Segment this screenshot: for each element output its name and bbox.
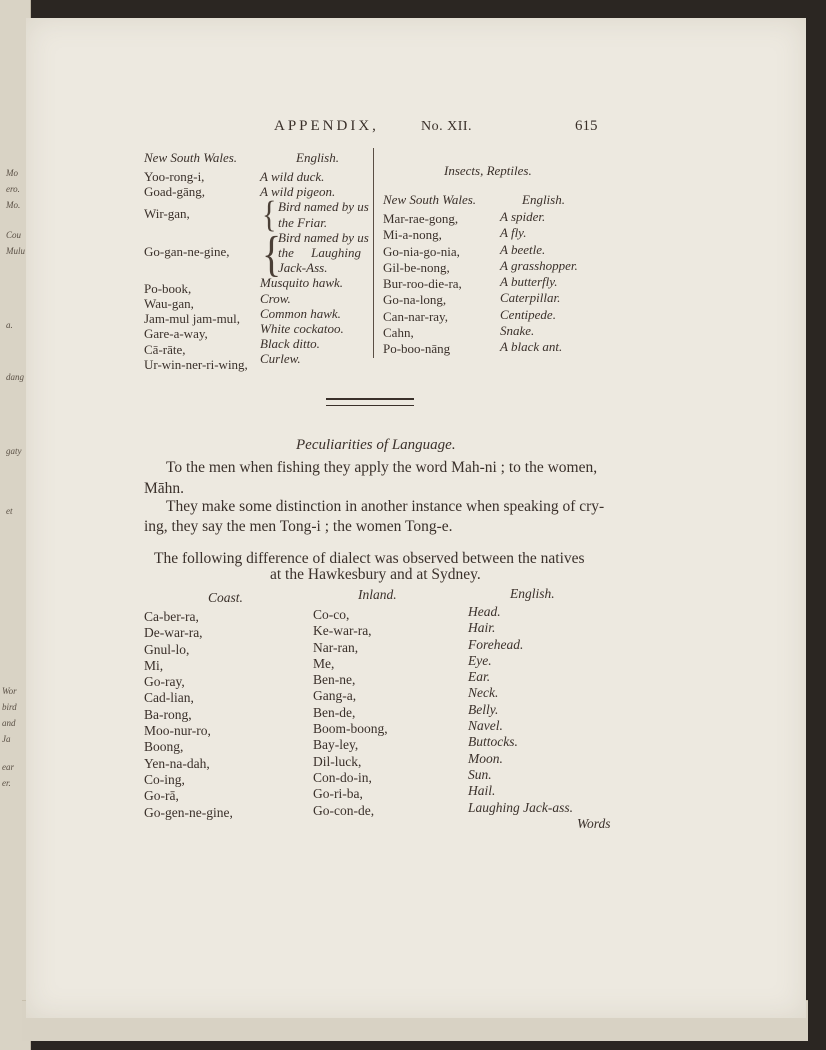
inland-word: Ke-war-ra, bbox=[313, 623, 372, 639]
coast-word: Yen-na-dah, bbox=[144, 755, 210, 771]
brace-glyph: { bbox=[262, 225, 282, 282]
coast-word: Ba-rong, bbox=[144, 706, 192, 722]
coast-word: Go-rā, bbox=[144, 788, 179, 804]
english-word: Hair. bbox=[468, 620, 496, 636]
paragraph-line: ing, they say the men Tong-i ; the women Tong-e. bbox=[144, 518, 453, 535]
english-word: Ear. bbox=[468, 669, 491, 685]
paragraph-line: at the Hawkesbury and at Sydney. bbox=[270, 566, 481, 583]
margin-fragment: bird bbox=[2, 702, 17, 712]
inland-word: Ben-ne, bbox=[313, 672, 356, 688]
column-divider bbox=[373, 148, 374, 358]
native-word: Goad-gāng, bbox=[144, 184, 206, 200]
margin-fragment: er. bbox=[2, 778, 11, 788]
inland-word: Nar-ran, bbox=[313, 639, 359, 655]
english-word: A wild duck. bbox=[260, 169, 325, 184]
section-ornament-rule bbox=[326, 398, 414, 406]
native-word: Ur-win-ner-ri-wing, bbox=[144, 356, 248, 372]
page-number: 615 bbox=[575, 118, 598, 134]
vocab-left-header-native: New South Wales. bbox=[144, 150, 238, 165]
inland-word: Boom-boong, bbox=[313, 721, 388, 737]
native-word: Go-nia-go-nia, bbox=[383, 243, 460, 259]
native-word: Wau-gan, bbox=[144, 295, 194, 311]
catchword: Words bbox=[577, 816, 611, 831]
brace-glyph: { bbox=[262, 193, 277, 235]
english-word: Common hawk. bbox=[260, 305, 341, 321]
section-heading: Peculiarities of Language. bbox=[296, 437, 456, 453]
dialect-english-column bbox=[468, 604, 573, 816]
insects-title: Insects, Reptiles. bbox=[444, 163, 532, 178]
english-word: Bird named by us bbox=[278, 229, 369, 245]
vocab-right-header-english: English. bbox=[522, 192, 565, 207]
native-word: Gil-be-nong, bbox=[383, 259, 450, 275]
english-word: Crow. bbox=[260, 290, 291, 306]
english-word: A grasshopper. bbox=[500, 257, 578, 273]
margin-fragment: Wor bbox=[2, 686, 17, 696]
english-word: A spider. bbox=[500, 209, 546, 224]
native-word: Po-boo-nāng bbox=[383, 341, 451, 357]
appendix-number: No. XII. bbox=[421, 119, 473, 134]
coast-word: Go-gen-ne-gine, bbox=[144, 804, 233, 820]
inland-word: Go-con-de, bbox=[313, 802, 375, 818]
english-word: Navel. bbox=[468, 718, 503, 734]
inland-word: Gang-a, bbox=[313, 688, 357, 704]
vocab-left-header-english: English. bbox=[296, 150, 339, 165]
english-word: the Friar. bbox=[278, 214, 328, 230]
margin-fragment: Mulu bbox=[6, 246, 25, 256]
native-word: Po-book, bbox=[144, 280, 192, 296]
inland-word: Dil-luck, bbox=[313, 753, 362, 769]
english-word: Snake. bbox=[500, 323, 535, 339]
english-word: A wild pigeon. bbox=[260, 184, 336, 200]
vocab-right-header-native: New South Wales. bbox=[383, 192, 477, 207]
vocab-right-english-column bbox=[500, 209, 578, 356]
margin-fragment: Cou bbox=[6, 230, 22, 240]
margin-fragment: dang bbox=[6, 372, 24, 382]
english-word: White cockatoo. bbox=[260, 320, 344, 336]
english-word: Curlew. bbox=[260, 351, 301, 367]
margin-fragment: ero. bbox=[6, 184, 20, 194]
paragraph-line: The following difference of dialect was observed between the natives bbox=[154, 550, 585, 567]
dialect-header-coast: Coast. bbox=[208, 590, 243, 605]
english-word: Head. bbox=[468, 604, 501, 619]
paragraph-line: They make some distinction in another instance when speaking of cry- bbox=[166, 498, 605, 515]
english-word: Bird named by us bbox=[278, 199, 369, 215]
native-word: Can-nar-ray, bbox=[383, 308, 448, 324]
english-word: A butterfly. bbox=[500, 274, 558, 290]
paragraph-line: Māhn. bbox=[144, 480, 185, 497]
margin-fragment: Mo bbox=[6, 168, 18, 178]
dialect-inland-column bbox=[313, 607, 388, 819]
native-word: Mi-a-nong, bbox=[383, 227, 442, 243]
native-word: Go-gan-ne-gine, bbox=[144, 243, 230, 259]
coast-word: Moo-nur-ro, bbox=[144, 723, 211, 739]
english-word: Black ditto. bbox=[260, 336, 320, 352]
coast-word: Gnul-lo, bbox=[144, 641, 190, 657]
english-word: Laughing Jack-ass. bbox=[468, 799, 573, 815]
paragraph-line: To the men when fishing they apply the word Mah-ni ; to the women, bbox=[166, 459, 598, 476]
dialect-header-english: English. bbox=[510, 586, 555, 601]
inland-word: Con-do-in, bbox=[313, 769, 372, 785]
native-word: Mar-rae-gong, bbox=[383, 211, 459, 226]
margin-fragment: a. bbox=[6, 320, 13, 330]
inland-word: Co-co, bbox=[313, 607, 350, 622]
coast-word: Go-ray, bbox=[144, 674, 185, 690]
english-word: A beetle. bbox=[500, 241, 546, 257]
margin-fragment: Ja bbox=[2, 734, 11, 744]
inland-word: Bay-ley, bbox=[313, 737, 359, 753]
margin-fragment: and bbox=[2, 718, 16, 728]
english-word: Musquito hawk. bbox=[260, 275, 344, 291]
margin-fragment: Mo. bbox=[6, 200, 21, 210]
english-word: A black ant. bbox=[500, 339, 563, 355]
dialect-coast-column bbox=[144, 609, 233, 821]
inland-word: Ben-de, bbox=[313, 704, 356, 720]
english-word: Moon. bbox=[468, 750, 503, 766]
english-word: A fly. bbox=[500, 225, 527, 241]
english-word: Neck. bbox=[468, 685, 499, 701]
coast-word: Ca-ber-ra, bbox=[144, 609, 199, 624]
margin-fragment: ear bbox=[2, 762, 14, 772]
coast-word: De-war-ra, bbox=[144, 625, 203, 641]
english-word: Caterpillar. bbox=[500, 290, 561, 306]
english-word: Buttocks. bbox=[468, 734, 518, 750]
book-page bbox=[26, 18, 806, 1018]
running-head-title: APPENDIX, bbox=[274, 118, 379, 134]
margin-fragment: et bbox=[6, 506, 13, 516]
vocab-left-native-column bbox=[144, 169, 248, 372]
native-word: Cahn, bbox=[383, 325, 414, 341]
vocab-right-native-column bbox=[383, 211, 462, 358]
native-word: Yoo-rong-i, bbox=[144, 169, 205, 184]
coast-word: Cad-lian, bbox=[144, 690, 194, 706]
inland-word: Me, bbox=[313, 655, 335, 671]
english-word: Jack-Ass. bbox=[278, 260, 328, 276]
native-word: Gare-a-way, bbox=[144, 326, 208, 342]
native-word: Wir-gan, bbox=[144, 206, 190, 222]
english-word: Forehead. bbox=[468, 636, 524, 652]
coast-word: Boong, bbox=[144, 739, 184, 755]
coast-word: Co-ing, bbox=[144, 771, 185, 787]
english-word: Eye. bbox=[468, 652, 492, 668]
coast-word: Mi, bbox=[144, 657, 164, 673]
native-word: Go-na-long, bbox=[383, 292, 447, 308]
native-word: Bur-roo-die-ra, bbox=[383, 276, 462, 292]
english-word: Sun. bbox=[468, 766, 492, 782]
english-word: Belly. bbox=[468, 701, 499, 717]
english-word: Centipede. bbox=[500, 306, 556, 322]
dialect-header-inland: Inland. bbox=[358, 587, 397, 602]
english-word: the Laughing bbox=[278, 244, 361, 260]
margin-fragment: gaty bbox=[6, 446, 22, 456]
native-word: Jam-mul jam-mul, bbox=[144, 311, 241, 327]
native-word: Cā-rāte, bbox=[144, 341, 186, 357]
inland-word: Go-ri-ba, bbox=[313, 786, 363, 802]
english-word: Hail. bbox=[468, 783, 496, 799]
